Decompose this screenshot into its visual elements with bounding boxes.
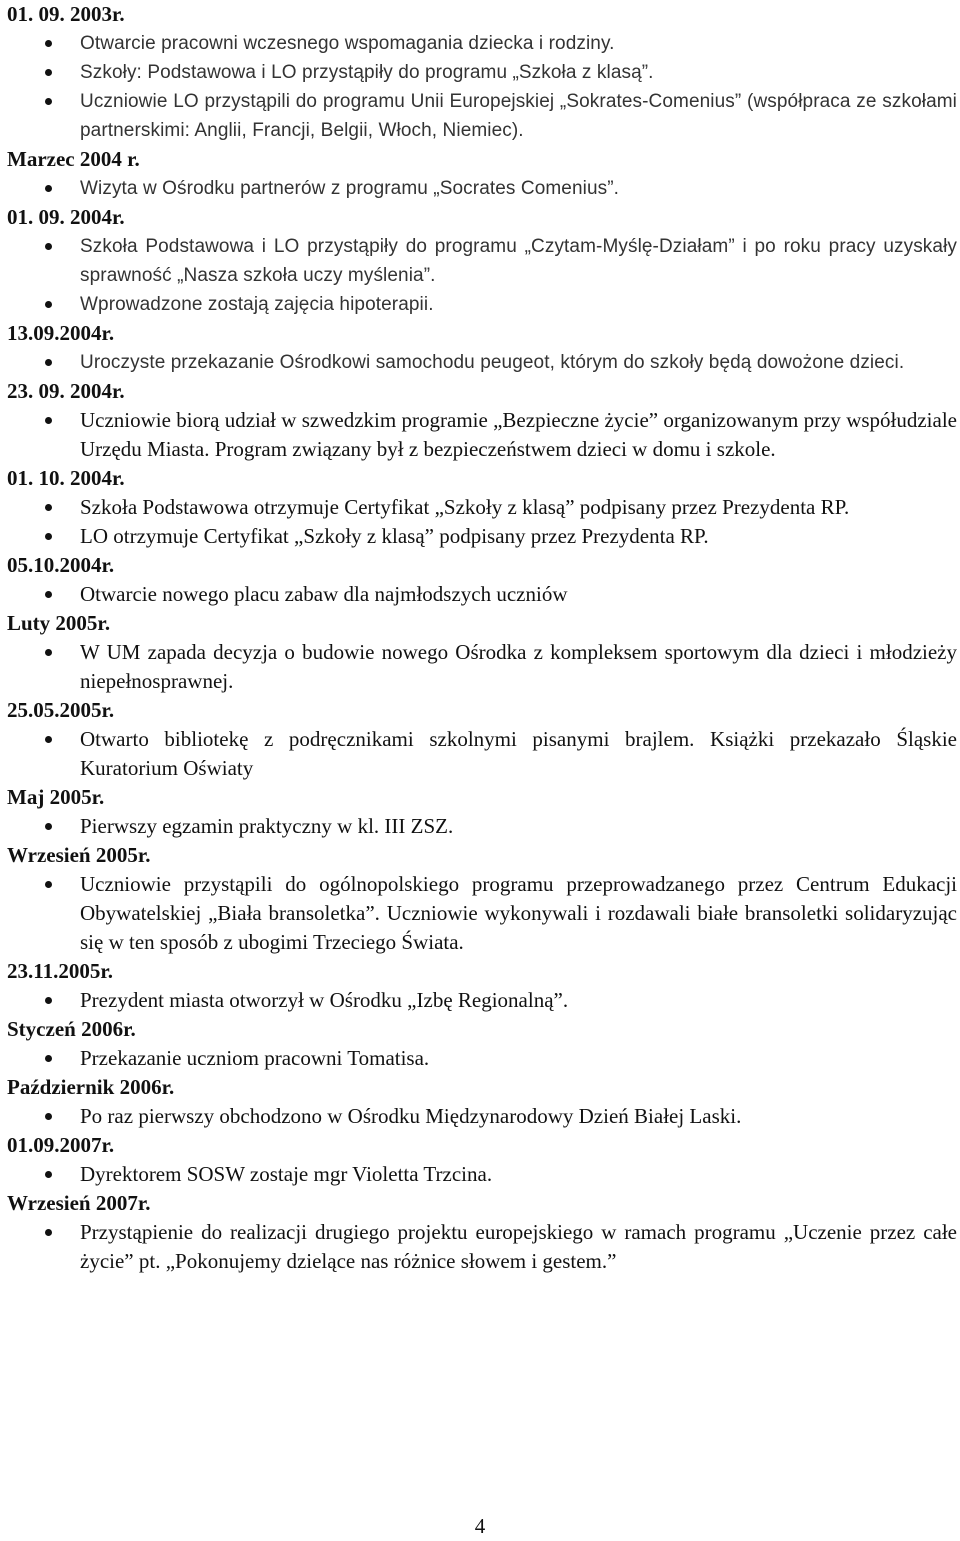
document-body — [7, 0, 957, 1276]
list-item: Przystąpienie do realizacji drugiego projektu europejskiego w ramach programu „Uczenie przez całe życie” pt. „Pokonujemy dzielące nas różnice słowem i gestem.” — [7, 1218, 957, 1276]
entry-item-list — [7, 1160, 957, 1189]
list-item: Otwarto bibliotekę z podręcznikami szkolnymi pisanymi brajlem. Książki przekazało Śląskie Kuratorium Oświaty — [7, 725, 957, 783]
entry-date: Styczeń 2006r. — [7, 1017, 136, 1041]
entry-item-list — [7, 406, 957, 464]
list-item: Wizyta w Ośrodku partnerów z programu „Socrates Comenius”. — [7, 174, 957, 203]
list-item: Uczniowie biorą udział w szwedzkim programie „Bezpieczne życie” organizowanym przy współudziale Urzędu Miasta. Program związany był z bezpieczeństwem dzieci w domu i szkole. — [7, 406, 957, 464]
list-item: Przekazanie uczniom pracowni Tomatisa. — [7, 1044, 957, 1073]
entry-item-list — [7, 812, 957, 841]
entry-date: 01.09.2007r. — [7, 1133, 115, 1157]
entry-date: 01. 09. 2003r. — [7, 2, 125, 26]
entry-item-list — [7, 638, 957, 696]
entry-date: 23.11.2005r. — [7, 959, 113, 983]
list-item: Szkoła Podstawowa otrzymuje Certyfikat „Szkoły z klasą” podpisany przez Prezydenta RP. — [7, 493, 957, 522]
entry-date: Maj 2005r. — [7, 785, 105, 809]
entry-date: 01. 10. 2004r. — [7, 466, 125, 490]
entry-item-list — [7, 29, 957, 145]
entry-date: Wrzesień 2005r. — [7, 843, 151, 867]
list-item: Uroczyste przekazanie Ośrodkowi samochodu peugeot, którym do szkoły będą dowożone dzieci. — [7, 348, 957, 377]
entry-item-list — [7, 1044, 957, 1073]
entry-date: Wrzesień 2007r. — [7, 1191, 151, 1215]
list-item: Po raz pierwszy obchodzono w Ośrodku Międzynarodowy Dzień Białej Laski. — [7, 1102, 957, 1131]
entry-item-list — [7, 580, 957, 609]
list-item: Prezydent miasta otworzył w Ośrodku „Izbę Regionalną”. — [7, 986, 957, 1015]
list-item: Pierwszy egzamin praktyczny w kl. III ZSZ. — [7, 812, 957, 841]
entry-item-list — [7, 232, 957, 319]
list-item: Otwarcie pracowni wczesnego wspomagania dziecka i rodziny. — [7, 29, 957, 58]
entry-item-list — [7, 725, 957, 783]
entry-item-list — [7, 174, 957, 203]
list-item: LO otrzymuje Certyfikat „Szkoły z klasą” podpisany przez Prezydenta RP. — [7, 522, 957, 551]
entry-item-list — [7, 986, 957, 1015]
entry-date: Marzec 2004 r. — [7, 147, 140, 171]
entry-date: 05.10.2004r. — [7, 553, 115, 577]
page-number: 4 — [474, 1514, 486, 1538]
list-item: Szkoła Podstawowa i LO przystąpiły do programu „Czytam-Myślę-Działam” i po roku pracy uzyskały sprawność „Nasza szkoła uczy myślenia”. — [7, 232, 957, 290]
list-item: Dyrektorem SOSW zostaje mgr Violetta Trzcina. — [7, 1160, 957, 1189]
list-item: Wprowadzone zostają zajęcia hipoterapii. — [7, 290, 957, 319]
entry-date: 13.09.2004r. — [7, 321, 115, 345]
entry-date: 23. 09. 2004r. — [7, 379, 125, 403]
entry-item-list — [7, 1102, 957, 1131]
list-item: Otwarcie nowego placu zabaw dla najmłodszych uczniów — [7, 580, 957, 609]
entry-item-list — [7, 348, 957, 377]
entry-item-list — [7, 1218, 957, 1276]
list-item: Szkoły: Podstawowa i LO przystąpiły do programu „Szkoła z klasą”. — [7, 58, 957, 87]
entry-item-list — [7, 493, 957, 551]
entry-date: 01. 09. 2004r. — [7, 205, 125, 229]
entry-date: Luty 2005r. — [7, 611, 111, 635]
entry-date: Październik 2006r. — [7, 1075, 175, 1099]
list-item: Uczniowie przystąpili do ogólnopolskiego programu przeprowadzanego przez Centrum Edukacji Obywatelskiej „Biała bransoletka”. Uczniowie wykonywali i rozdawali białe bransoletki solidaryzując się w ten sposób z ubogimi Trzeciego Świata. — [7, 870, 957, 957]
list-item: Uczniowie LO przystąpili do programu Unii Europejskiej „Sokrates-Comenius” (współpraca ze szkołami partnerskimi: Anglii, Francji, Belgii, Włoch, Niemiec). — [7, 87, 957, 145]
entry-item-list — [7, 870, 957, 957]
entry-date: 25.05.2005r. — [7, 698, 115, 722]
list-item: W UM zapada decyzja o budowie nowego Ośrodka z kompleksem sportowym dla dzieci i młodzieży niepełnosprawnej. — [7, 638, 957, 696]
